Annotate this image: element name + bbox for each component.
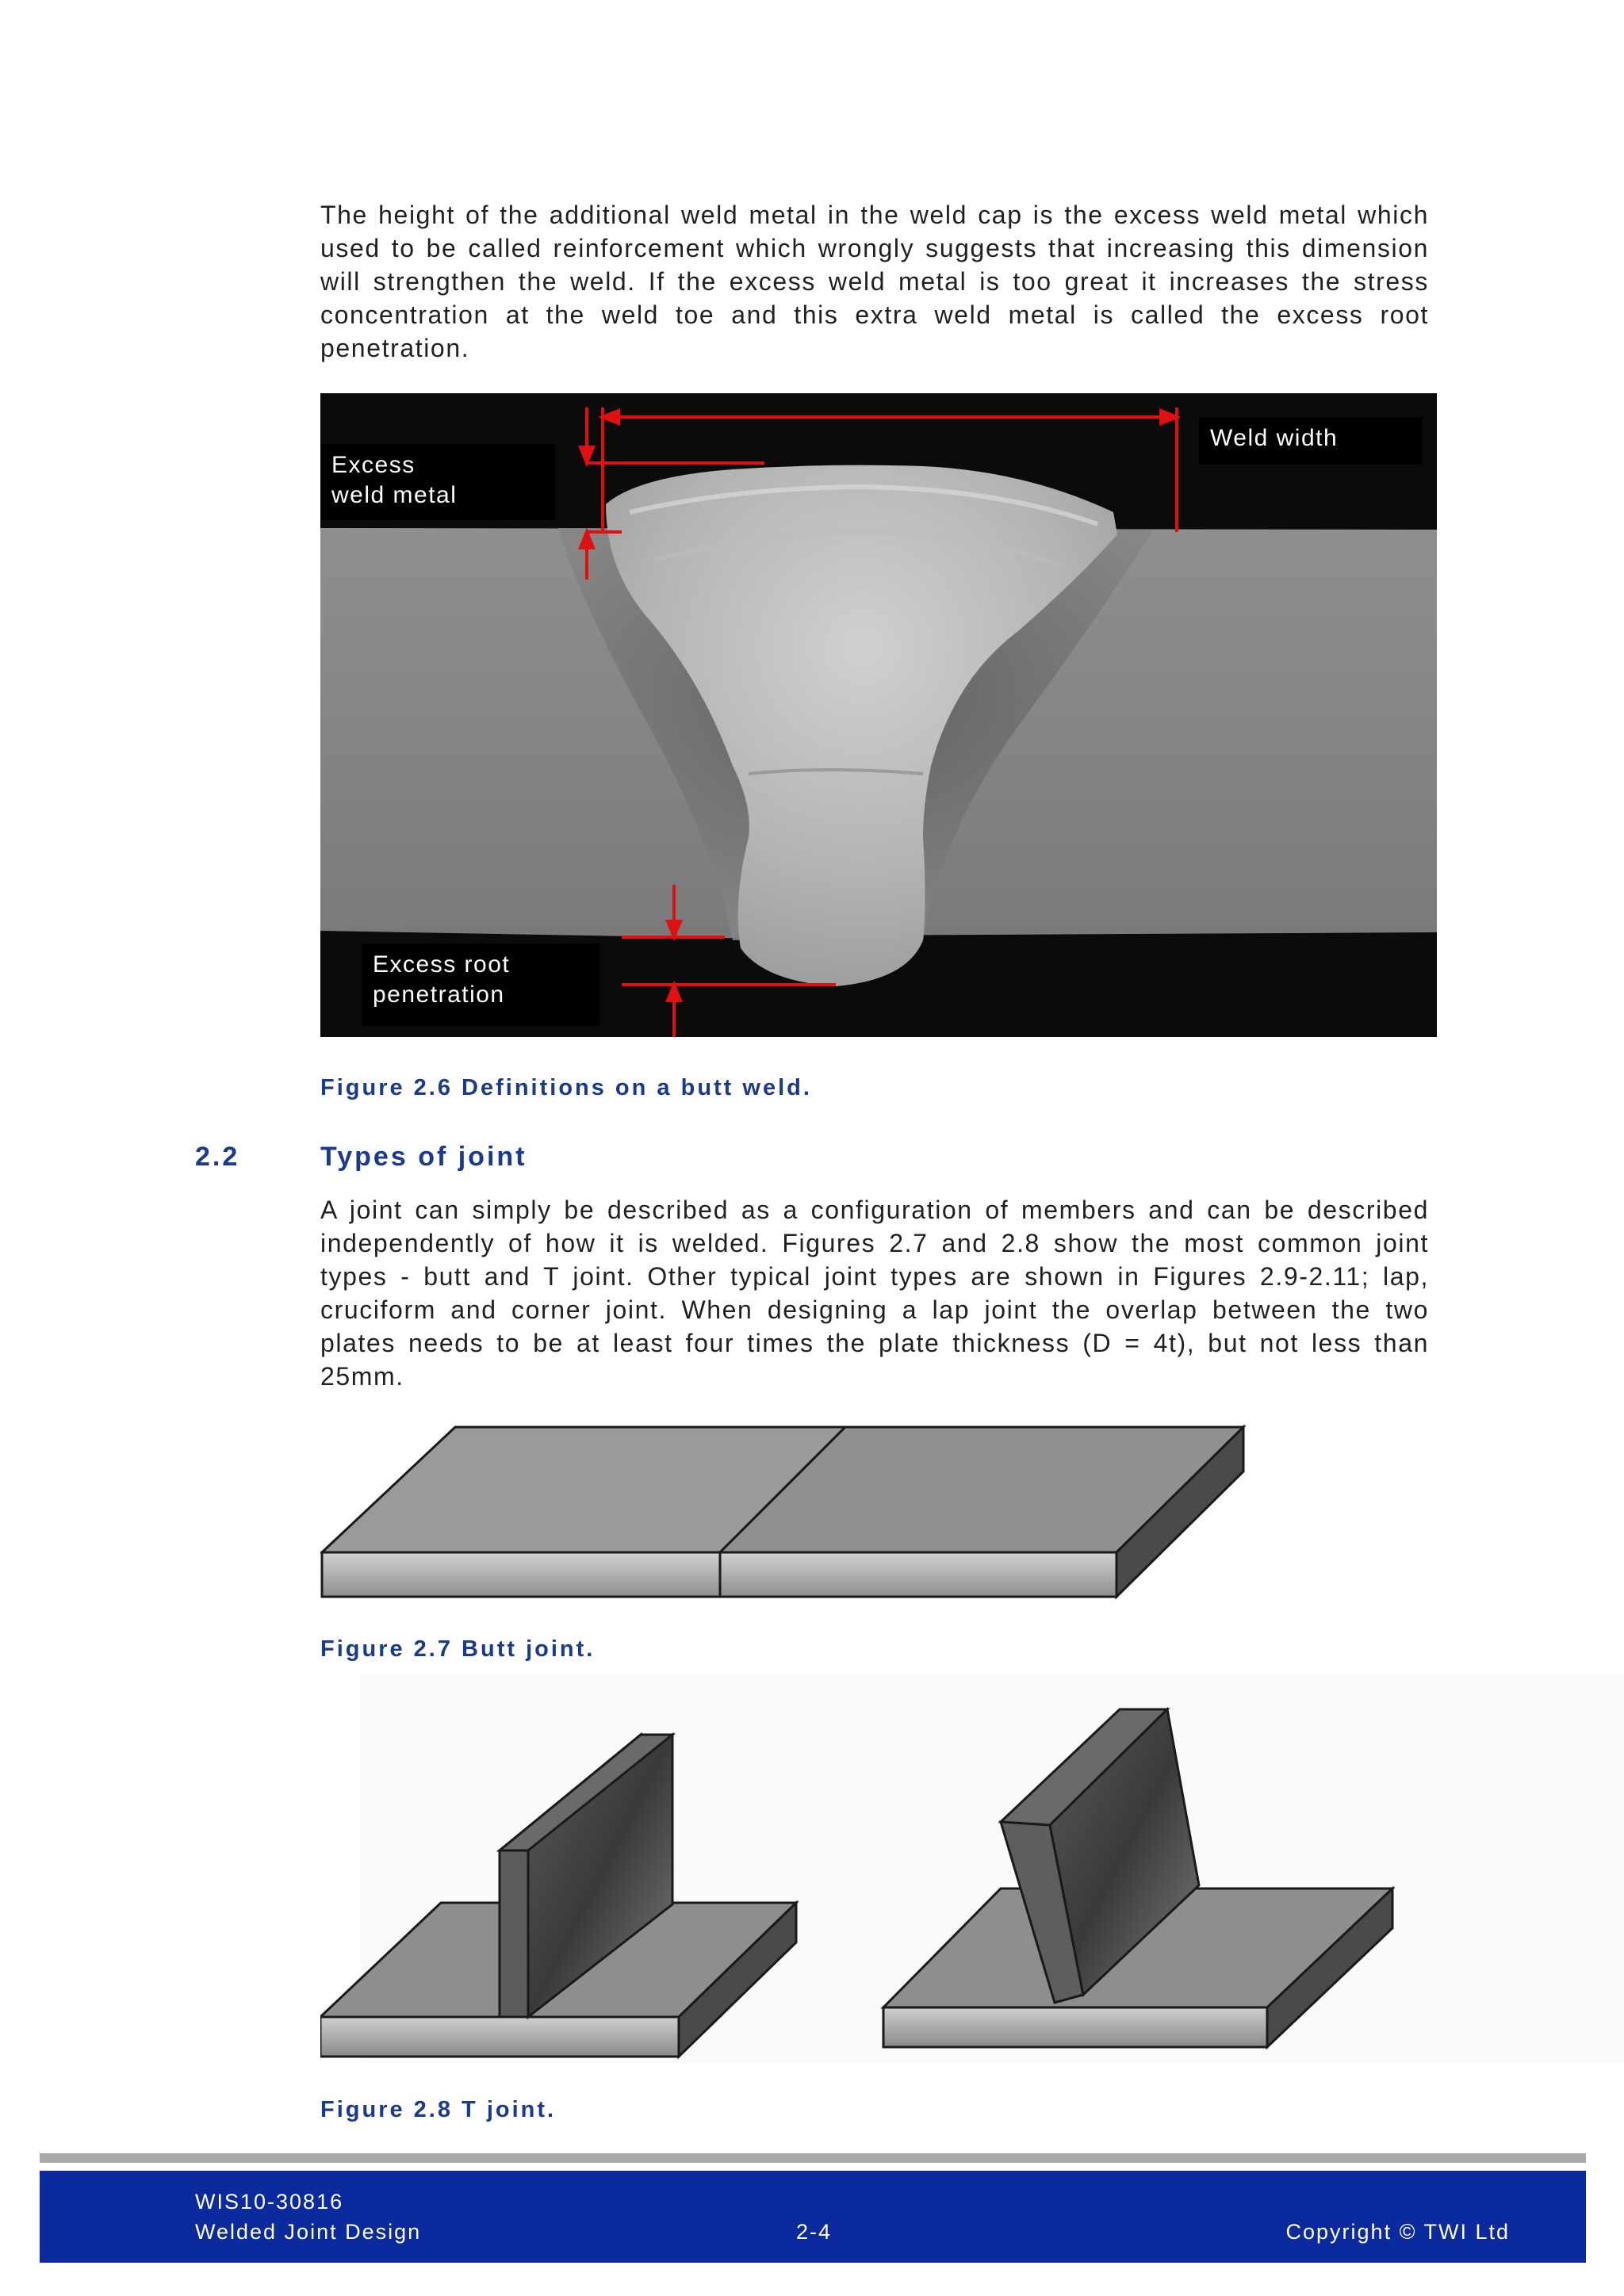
label-excess-weld-metal-line1: Excess [331,452,416,478]
figure-2-7-caption: Figure 2.7 Butt joint. [320,1636,596,1662]
label-excess-weld-metal-line2: weld metal [331,482,458,508]
label-weld-width [1199,417,1423,465]
section-title: Types of joint [320,1142,527,1172]
footer-title: Welded Joint Design [195,2220,422,2244]
footer-rule [40,2153,1586,2163]
figure-2-8-caption: Figure 2.8 T joint. [320,2097,557,2122]
section-number: 2.2 [195,1142,240,1172]
butt-joint-drawing [320,1419,1256,1609]
label-excess-weld-metal [320,444,555,520]
figure-2-6-caption: Figure 2.6 Definitions on a butt weld. [320,1075,812,1100]
footer-page-number: 2-4 [796,2220,833,2244]
footer-copyright: Copyright © TWI Ltd [1285,2220,1510,2244]
page-footer [40,2171,1586,2263]
footer-doc-code: WIS10-30816 [195,2190,344,2214]
label-weld-width-text: Weld width [1210,425,1339,451]
t-joint-figure [320,1674,1624,2071]
section-paragraph: A joint can simply be described as a configuration of members and can be described independently of how it is welded. Figures 2.7 and 2.8 show the most common joint types - butt and T joint. Other typical joint types are shown in Figures 2.9-2.11; lap, cruciform and corner joint. When designing a lap joint the overlap between the two plates needs to be at least four times the plate thickness (D = 4t), but not less than 25mm. [320,1196,1429,1391]
butt-weld-macro-figure [320,393,1437,1037]
butt-joint-figure [320,1419,1256,1609]
intro-paragraph: The height of the additional weld metal in the weld cap is the excess weld metal which used to be called reinforcement which wrongly suggests that increasing this dimension will strengthen the weld. If the excess weld metal is too great it increases the stress concentration at the weld toe and this extra weld metal is called the excess root penetration. [320,201,1429,362]
label-excess-root-line1: Excess root [373,951,511,978]
label-excess-root-penetration [362,943,599,1026]
t-joint-drawing [320,1674,1624,2071]
label-excess-root-line2: penetration [373,982,505,1008]
